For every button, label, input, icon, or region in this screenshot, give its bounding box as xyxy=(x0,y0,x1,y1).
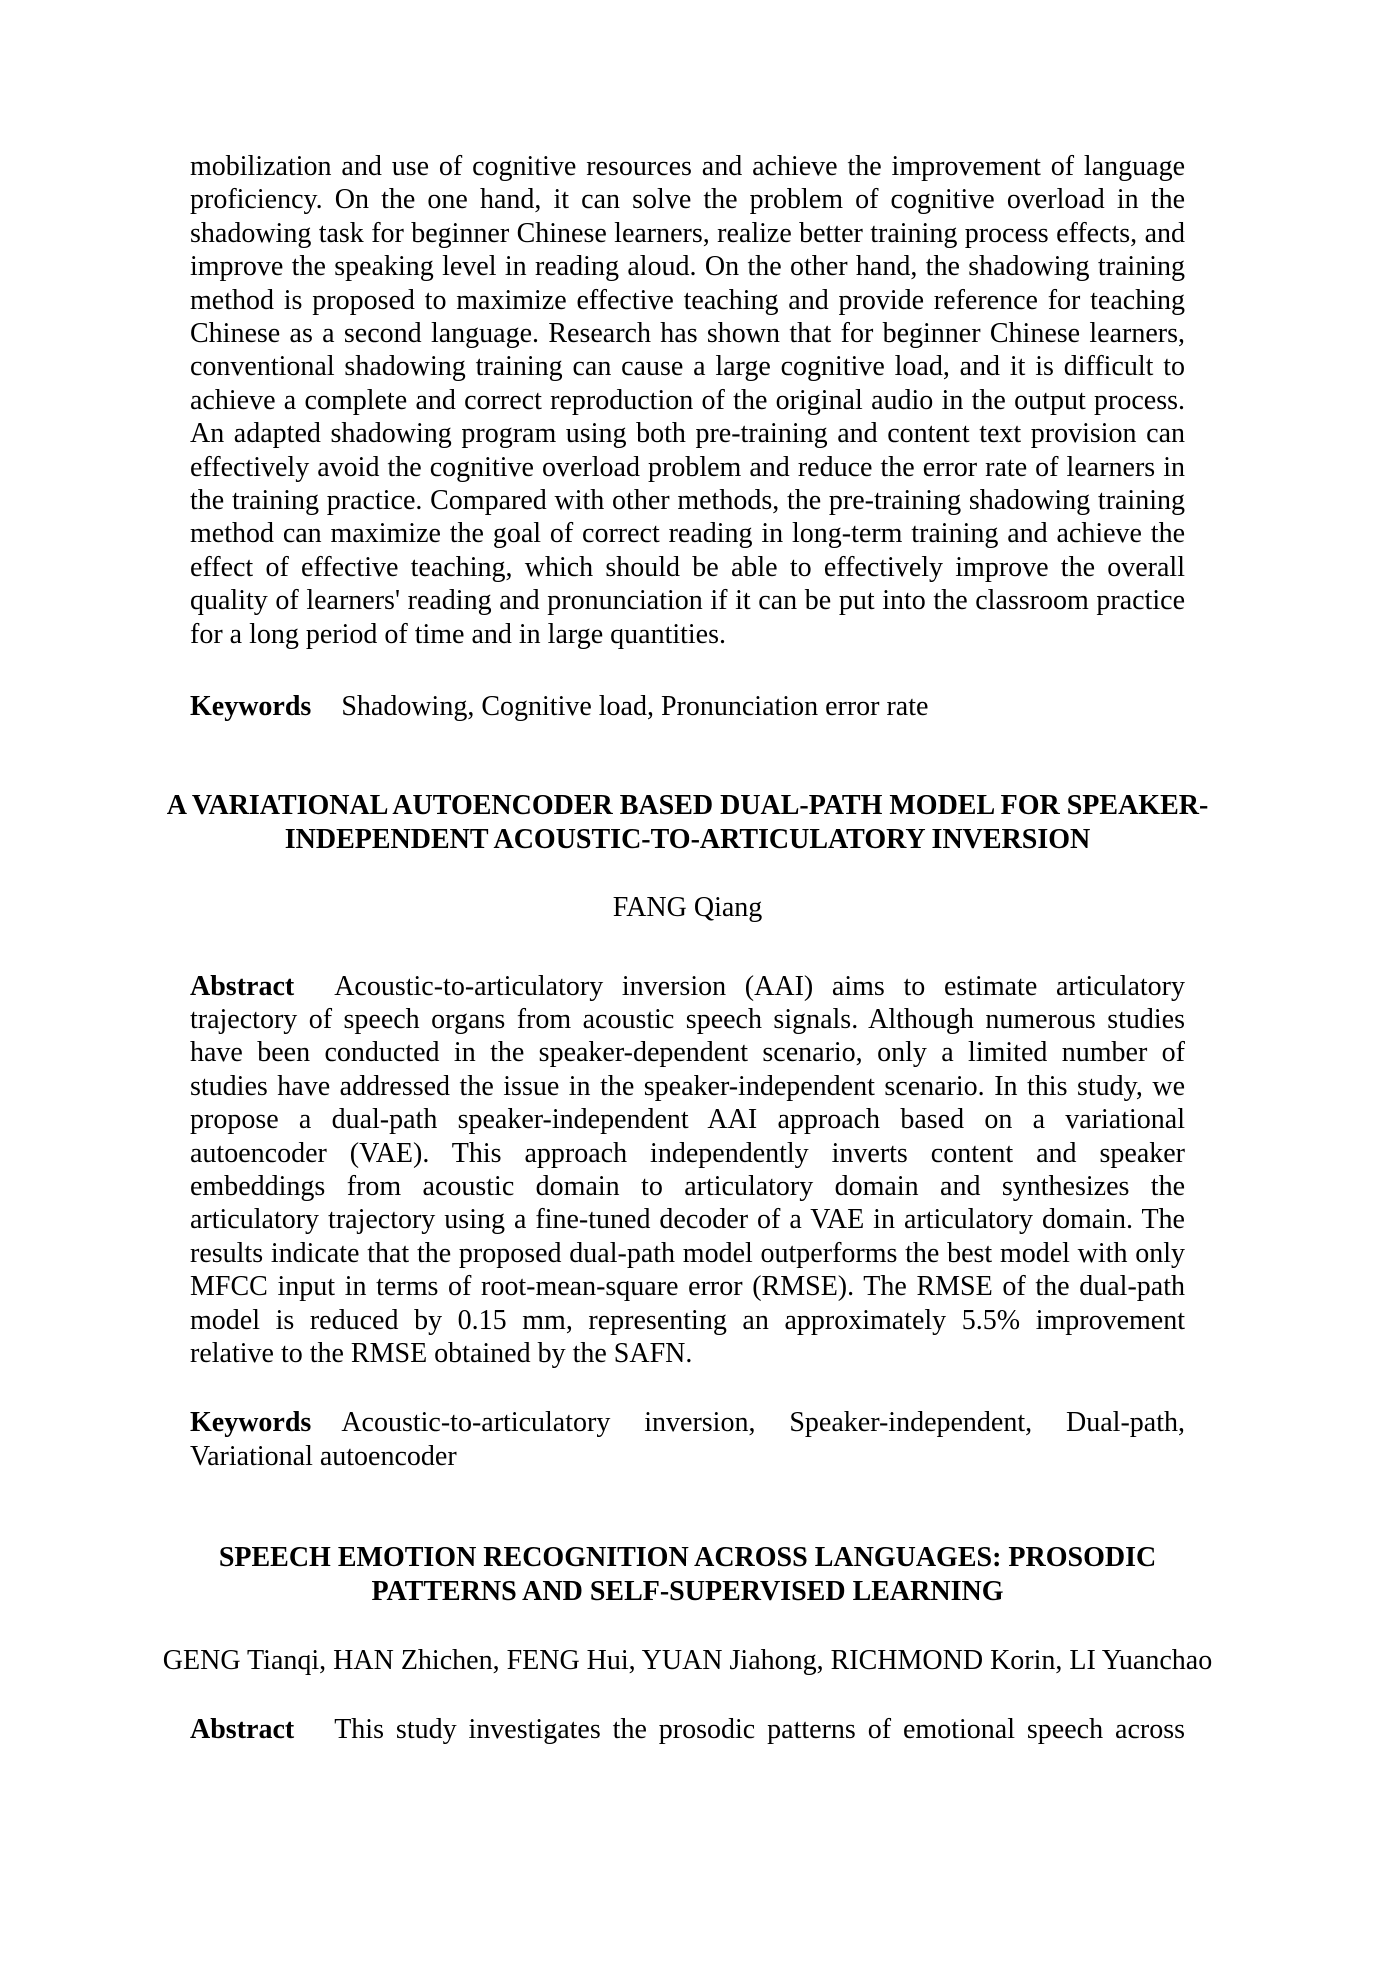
continued-abstract-paragraph: mobilization and use of cognitive resources and achieve the improvement of language proficiency. On the one hand, it can solve the problem of cognitive overload in the shadowing task for beginner Chinese learners, realize better training process effects, and improve the speaking level in reading aloud. On the other hand, the shadowing training method is proposed to maximize effective teaching and provide reference for teaching Chinese as a second language. Research has shown that for beginner Chinese learners, conventional shadowing training can cause a large cognitive load, and it is difficult to achieve a complete and correct reproduction of the original audio in the output process. An adapted shadowing program using both pre-training and content text provision can effectively avoid the cognitive overload problem and reduce the error rate of learners in the training practice. Compared with other methods, the pre-training shadowing training method can maximize the goal of correct reading in long-term training and achieve the effect of effective teaching, which should be able to effectively improve the overall quality of learners' reading and pronunciation if it can be put into the classroom practice for a long period of time and in large quantities. xyxy=(190,151,1185,650)
abstract-text: Acoustic-to-articulatory inversion (AAI) aims to estimate articulatory trajectory of speech organs from acoustic speech signals. Although numerous studies have been conducted in the speaker-dependent scenario, only a limited number of studies have addressed the issue in the speaker-independent scenario. In this study, we propose a dual-path speaker-independent AAI approach based on a variational autoencoder (VAE). This approach independently inverts content and speaker embeddings from acoustic domain to articulatory domain and synthesizes the articulatory trajectory using a fine-tuned decoder of a VAE in articulatory domain. The results indicate that the proposed dual-path model outperforms the best model with only MFCC input in terms of root-mean-square error (RMSE). The RMSE of the dual-path model is reduced by 0.15 mm, representing an approximately 5.5% improvement relative to the RMSE obtained by the SAFN. xyxy=(190,970,1185,1369)
paper-abstract-paragraph xyxy=(190,970,1185,1371)
paper-abstract-paragraph xyxy=(190,1713,1185,1746)
paper-title: A VARIATIONAL AUTOENCODER BASED DUAL-PATH MODEL FOR SPEAKER-INDEPENDENT ACOUSTIC-TO-ARTICULATORY INVERSION xyxy=(166,789,1209,855)
paper-authors: FANG Qiang xyxy=(612,891,763,923)
keywords-label: Keywords xyxy=(190,1407,312,1439)
abstract-text: This study investigates the prosodic patterns of emotional speech across xyxy=(334,1714,1185,1746)
abstract-label: Abstract xyxy=(190,970,295,1002)
abstract-label: Abstract xyxy=(190,1714,295,1746)
paper-keywords-line xyxy=(190,1406,1185,1473)
keywords-text: Shadowing, Cognitive load, Pronunciation error rate xyxy=(341,691,929,723)
paper-authors: GENG Tianqi, HAN Zhichen, FENG Hui, YUAN Jiahong, RICHMOND Korin, LI Yuanchao xyxy=(162,1645,1213,1677)
keywords-text: Acoustic-to-articulatory inversion, Speaker-independent, Dual-path, Variational autoencoder xyxy=(190,1407,1185,1472)
keywords-label: Keywords xyxy=(190,691,312,723)
continued-keywords-line xyxy=(190,690,1185,723)
paper-title: SPEECH EMOTION RECOGNITION ACROSS LANGUAGES: PROSODIC PATTERNS AND SELF-SUPERVISED LEARNING xyxy=(218,1542,1157,1608)
